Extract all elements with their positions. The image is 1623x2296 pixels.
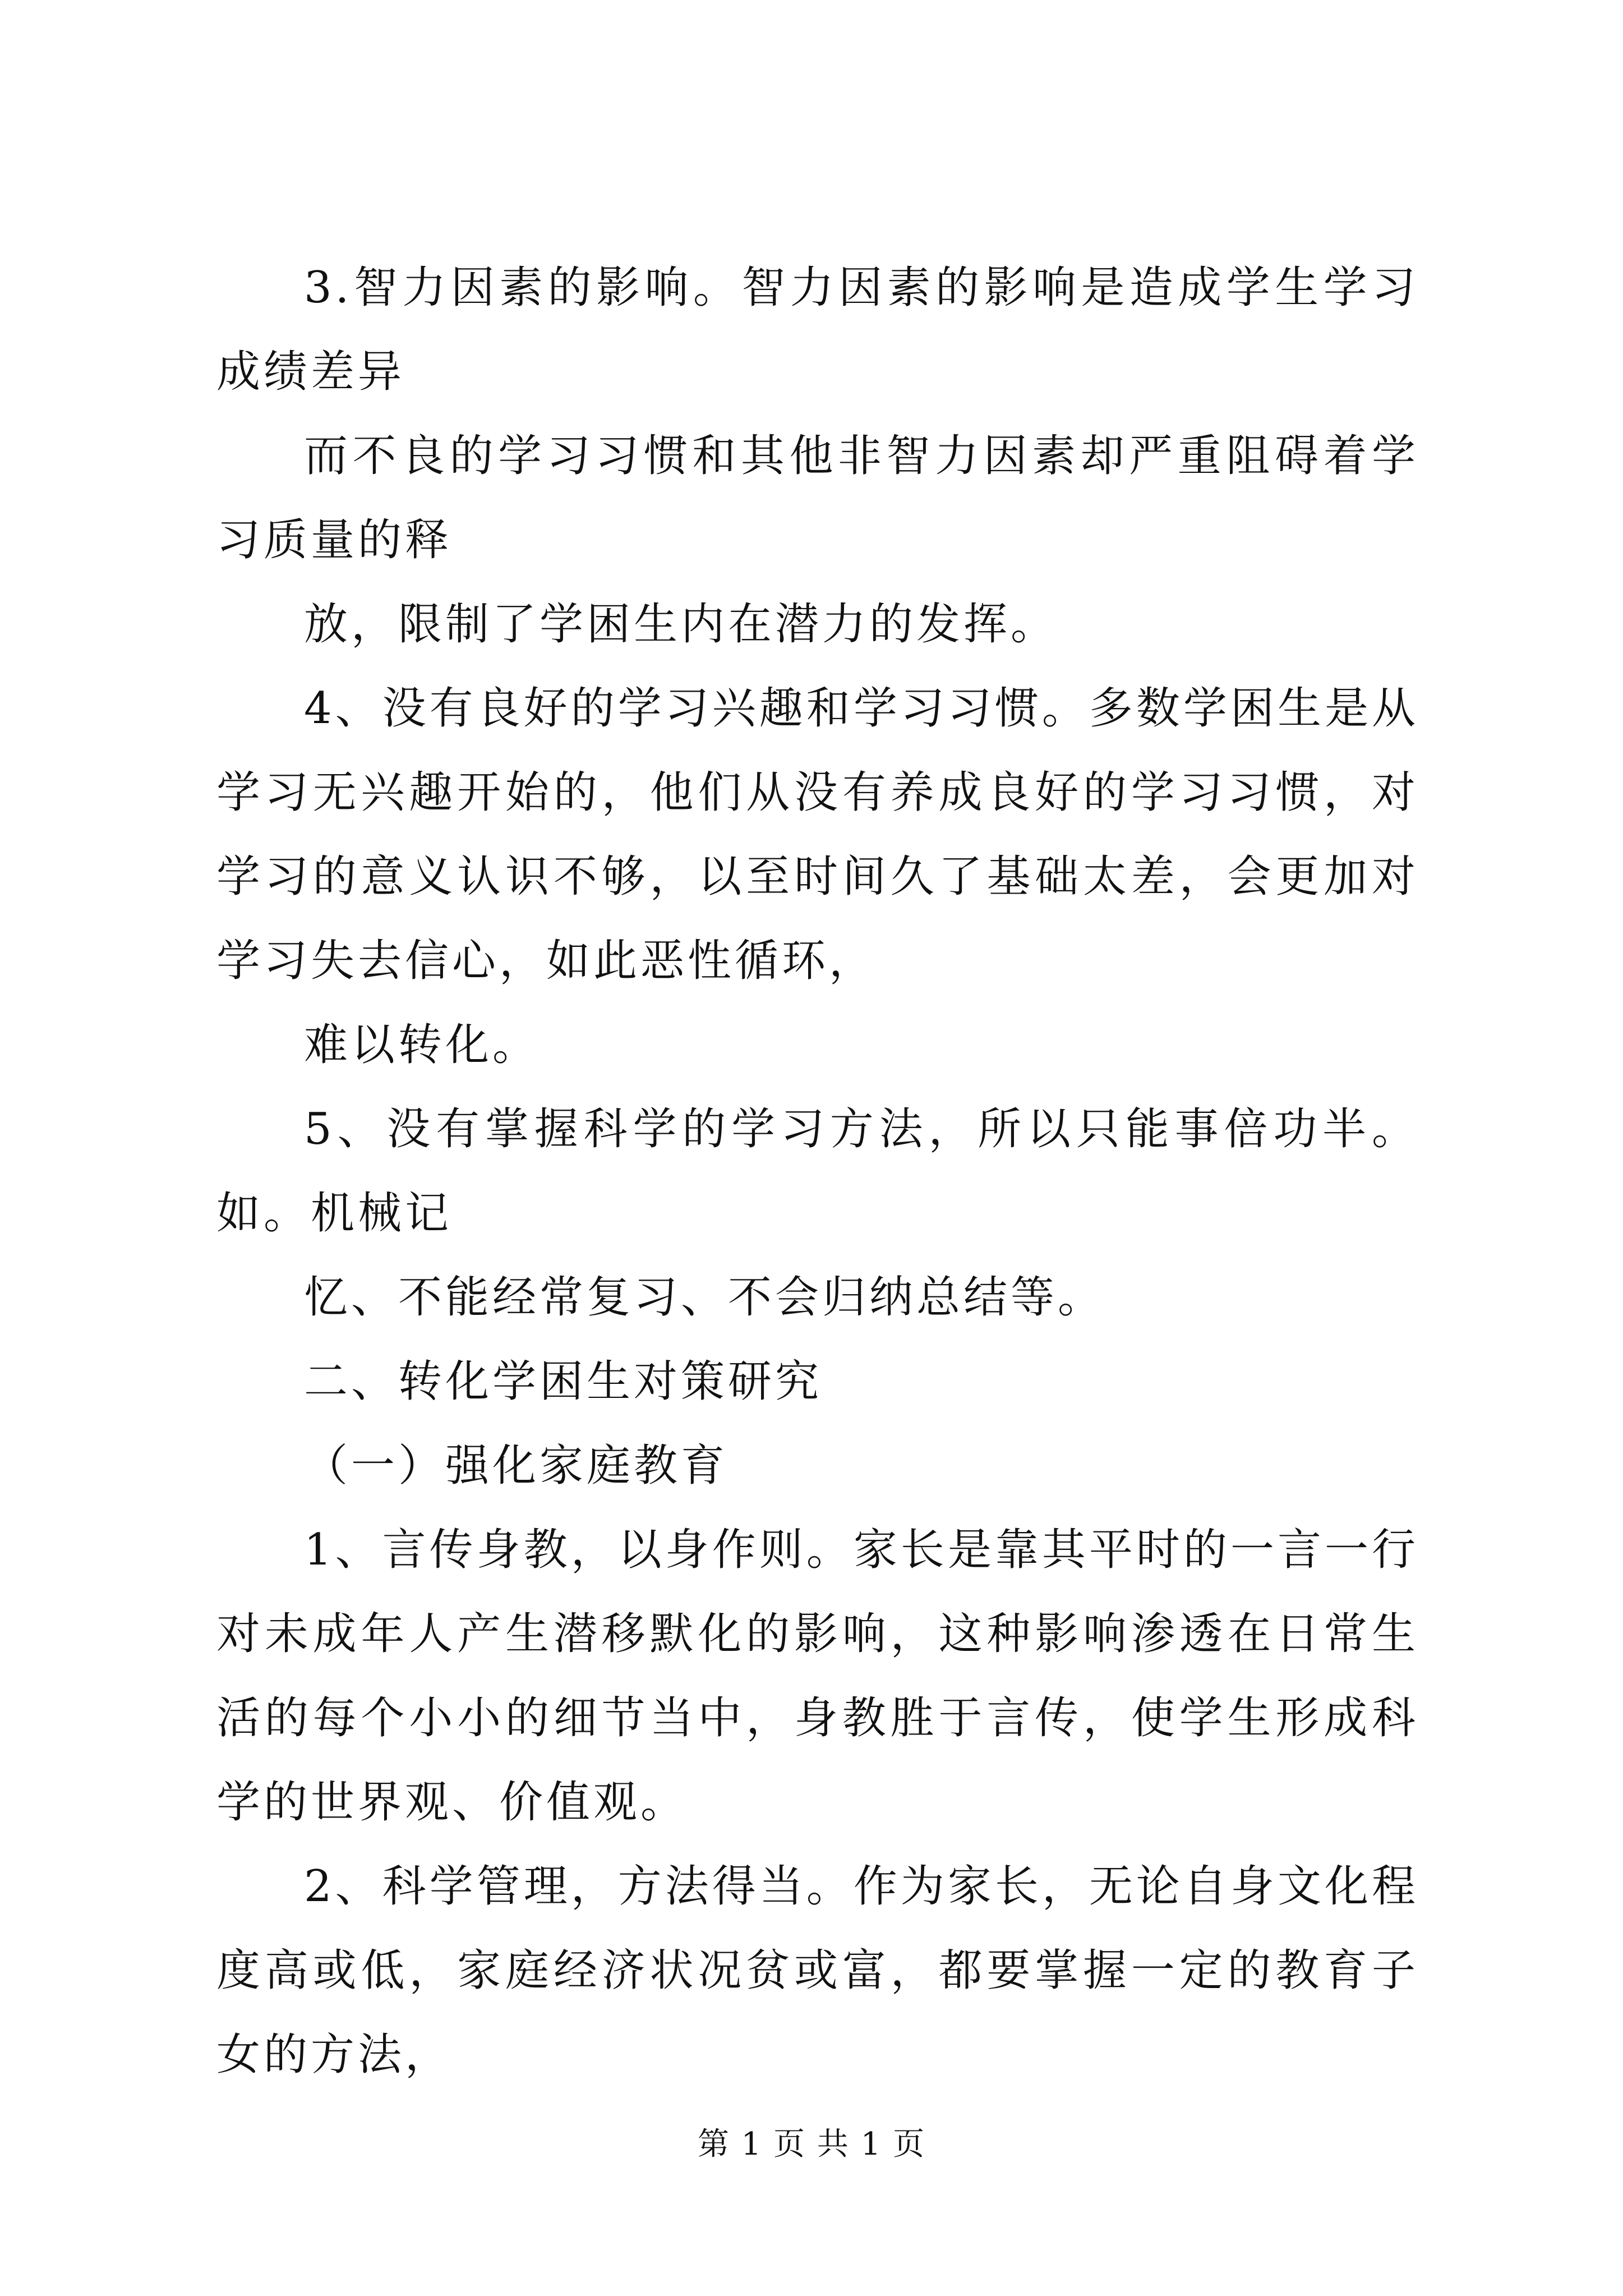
section-heading-strategies: 二、转化学困生对策研究 — [304, 1356, 823, 1407]
paragraph-release-potential: 放，限制了学困生内在潜力的发挥。 — [304, 599, 1058, 650]
paragraph-no-method: 5、没有掌握科学的学习方法，所以只能事倍功半。如。机械记 — [216, 1104, 1419, 1239]
paragraph-intellectual-factors: 3.智力因素的影响。智力因素的影响是造成学生学习成绩差异 — [216, 263, 1419, 397]
paragraph-memory: 忆、不能经常复习、不会归纳总结等。 — [304, 1272, 1105, 1323]
paragraph-no-interest: 4、没有良好的学习兴趣和学习习惯。多数学困生是从学习无兴趣开始的，他们从没有养成良好的学习习惯，对学习的意义认识不够，以至时间久了基础太差，会更加对学习失去信心，如此恶性循环， — [216, 683, 1419, 986]
paragraph-lead-by-example: 1、言传身教，以身作则。家长是靠其平时的一言一行对未成年人产生潜移默化的影响，这种影响渗透在日常生活的每个小小的细节当中，身教胜于言传，使学生形成科学的世界观、价值观。 — [216, 1525, 1419, 1828]
page-footer: 第 1 页 共 1 页 — [697, 2126, 926, 2162]
subsection-heading-family-education: （一）强化家庭教育 — [304, 1441, 728, 1491]
document-body — [216, 246, 1419, 2097]
paragraph-scientific-management: 2、科学管理，方法得当。作为家长，无论自身文化程度高或低，家庭经济状况贫或富，都要掌握一定的教育子女的方法， — [216, 1861, 1419, 2080]
paragraph-hard-to-transform: 难以转化。 — [304, 1020, 540, 1070]
paragraph-bad-habits: 而不良的学习习惯和其他非智力因素却严重阻碍着学习质量的释 — [216, 431, 1419, 565]
